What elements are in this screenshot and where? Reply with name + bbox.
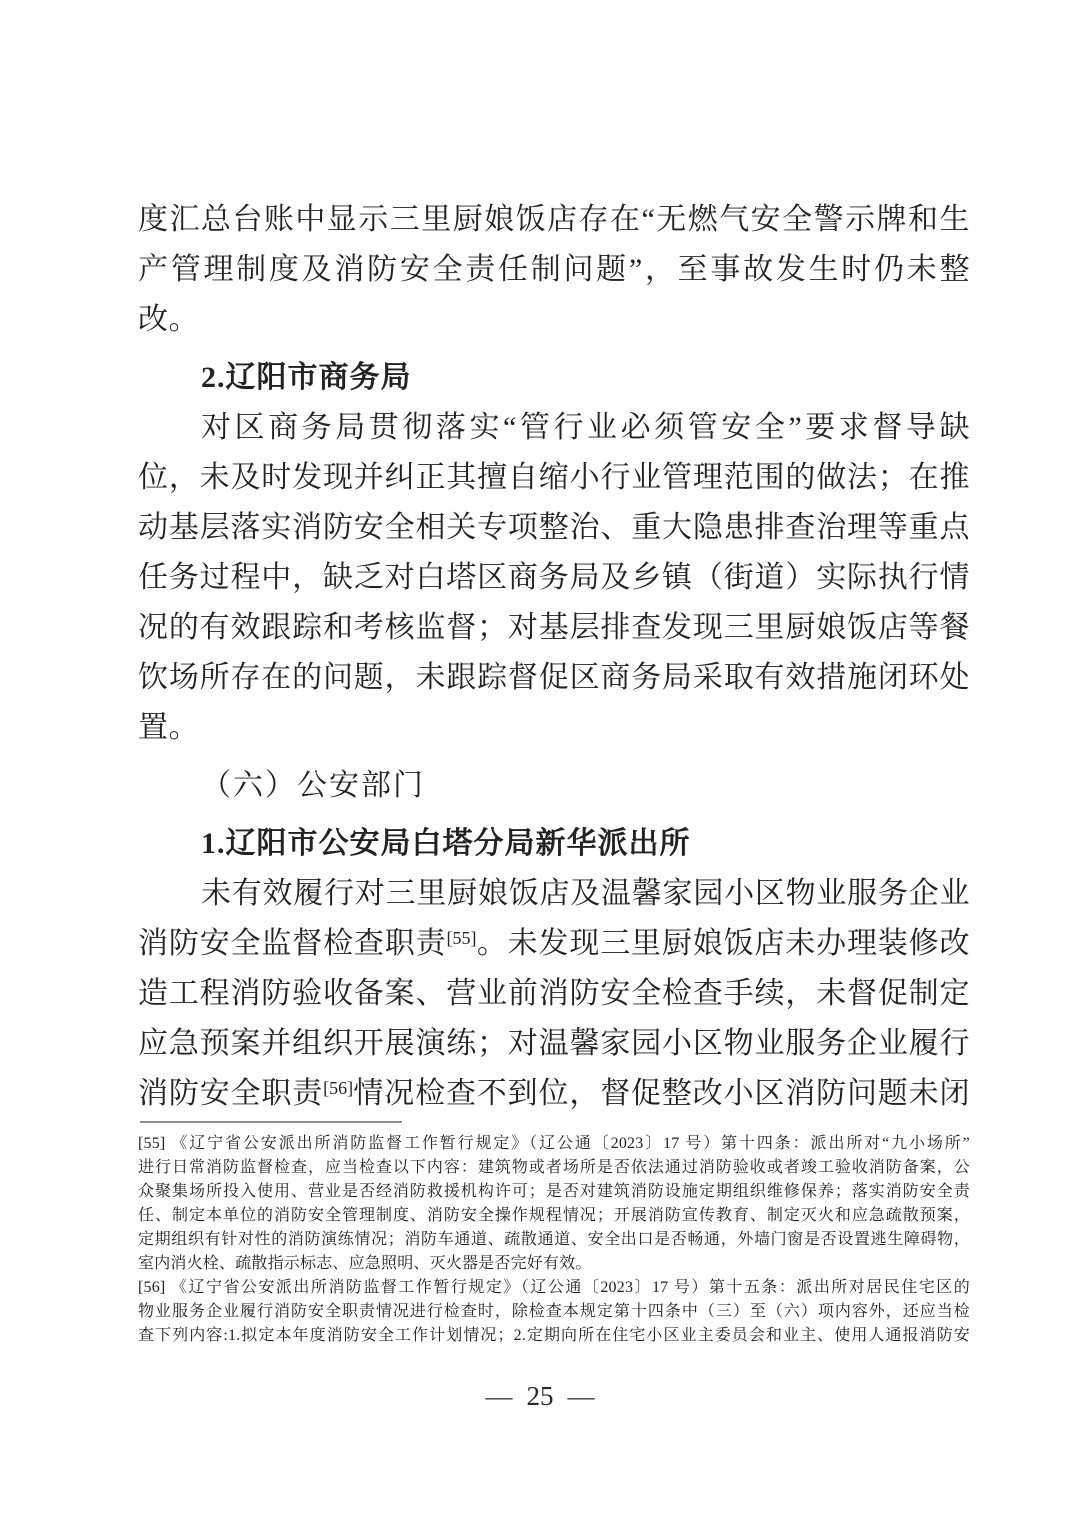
text-line: 室内消火栓、疏散指示标志、应急照明、灭火器是否完好有效。 <box>138 1255 592 1272</box>
paragraph <box>138 1132 970 1276</box>
text-line: 饮场所存在的问题，未跟踪督促区商务局采取有效措施闭环处 <box>138 661 970 694</box>
footnote-ref: [55] <box>446 928 477 948</box>
footnote-separator <box>140 1121 402 1123</box>
footer-dash-right: — <box>567 1381 595 1411</box>
text-line: 改。 <box>138 303 199 336</box>
text-line: 定期组织有针对性的消防演练情况；消防车通道、疏散通道、安全出口是否畅通，外墙门窗是否设置逃生障碍物， <box>138 1231 970 1248</box>
body-text <box>138 195 970 1119</box>
paragraph <box>138 1276 970 1348</box>
text-line: 1.辽阳市公安局白塔分局新华派出所 <box>201 827 691 860</box>
footnote-ref: [56] <box>323 1078 354 1098</box>
text-line: 2.辽阳市商务局 <box>201 361 412 394</box>
text-line <box>138 1069 970 1119</box>
text-line: [55] 《辽宁省公安派出所消防监督工作暂行规定》（辽公通〔2023〕17 号）第十四条：派出所对“九小场所” <box>138 1135 970 1152</box>
page-number: 25 <box>526 1381 554 1411</box>
paragraph <box>138 195 970 345</box>
text-line: 任、制定本单位的消防安全管理制度、消防安全操作规程情况；开展消防宣传教育、制定灭火和应急疏散预案， <box>138 1207 970 1224</box>
text-line: 度汇总台账中显示三里厨娘饭店存在“无燃气安全警示牌和生 <box>138 203 970 236</box>
section-heading <box>138 761 970 811</box>
text-run: 消防安全监督检查职责 <box>138 927 447 960</box>
text-line: 况的有效跟踪和考核监督；对基层排查发现三里厨娘饭店等餐 <box>138 611 970 644</box>
text-line: 造工程消防验收备案、营业前消防安全检查手续，未督促制定 <box>138 977 970 1010</box>
text-line: 应急预案并组织开展演练；对温馨家园小区物业服务企业履行 <box>138 1027 970 1060</box>
text-line: [56] 《辽宁省公安派出所消防监督工作暂行规定》（辽公通〔2023〕17 号）第十五条：派出所对居民住宅区的 <box>138 1279 970 1296</box>
text-run: 。未发现三里厨娘饭店未办理装修改 <box>476 927 971 960</box>
text-line: 进行日常消防监督检查，应当检查以下内容：建筑物或者场所是否依法通过消防验收或者竣工验收消防备案，公 <box>138 1159 970 1176</box>
text-line <box>138 919 970 969</box>
text-line: 产管理制度及消防安全责任制问题”，至事故发生时仍未整 <box>138 253 970 286</box>
page-footer <box>0 1381 1080 1412</box>
section-heading <box>138 819 970 869</box>
text-line: 动基层落实消防安全相关专项整治、重大隐患排查治理等重点 <box>138 511 970 544</box>
paragraph <box>138 869 970 1119</box>
text-line: 未有效履行对三里厨娘饭店及温馨家园小区物业服务企业 <box>201 877 970 910</box>
text-line: 位，未及时发现并纠正其擅自缩小行业管理范围的做法；在推 <box>138 461 970 494</box>
text-run: 情况检查不到位，督促整改小区消防问题未闭 <box>353 1077 971 1110</box>
text-line: 物业服务企业履行消防安全职责情况进行检查时，除检查本规定第十四条中（三）至（六）项内容外，还应当检 <box>138 1303 970 1320</box>
text-line: 置。 <box>138 711 199 744</box>
text-run: 消防安全职责 <box>138 1077 324 1110</box>
footnotes-section <box>138 1132 970 1348</box>
text-line: 众聚集场所投入使用、营业是否经消防救援机构许可；是否对建筑消防设施定期组织维修保养；落实消防安全责 <box>138 1183 970 1200</box>
text-line: （六）公安部门 <box>201 769 425 802</box>
section-heading <box>138 353 970 403</box>
text-line: 对区商务局贯彻落实“管行业必须管安全”要求督导缺 <box>201 411 970 444</box>
text-line: 查下列内容:1.拟定本年度消防安全工作计划情况；2.定期向所在住宅小区业主委员会和业主、使用人通报消防安 <box>138 1327 970 1344</box>
footer-dash-left: — <box>485 1381 513 1411</box>
paragraph <box>138 403 970 753</box>
text-line: 任务过程中，缺乏对白塔区商务局及乡镇（街道）实际执行情 <box>138 561 970 594</box>
